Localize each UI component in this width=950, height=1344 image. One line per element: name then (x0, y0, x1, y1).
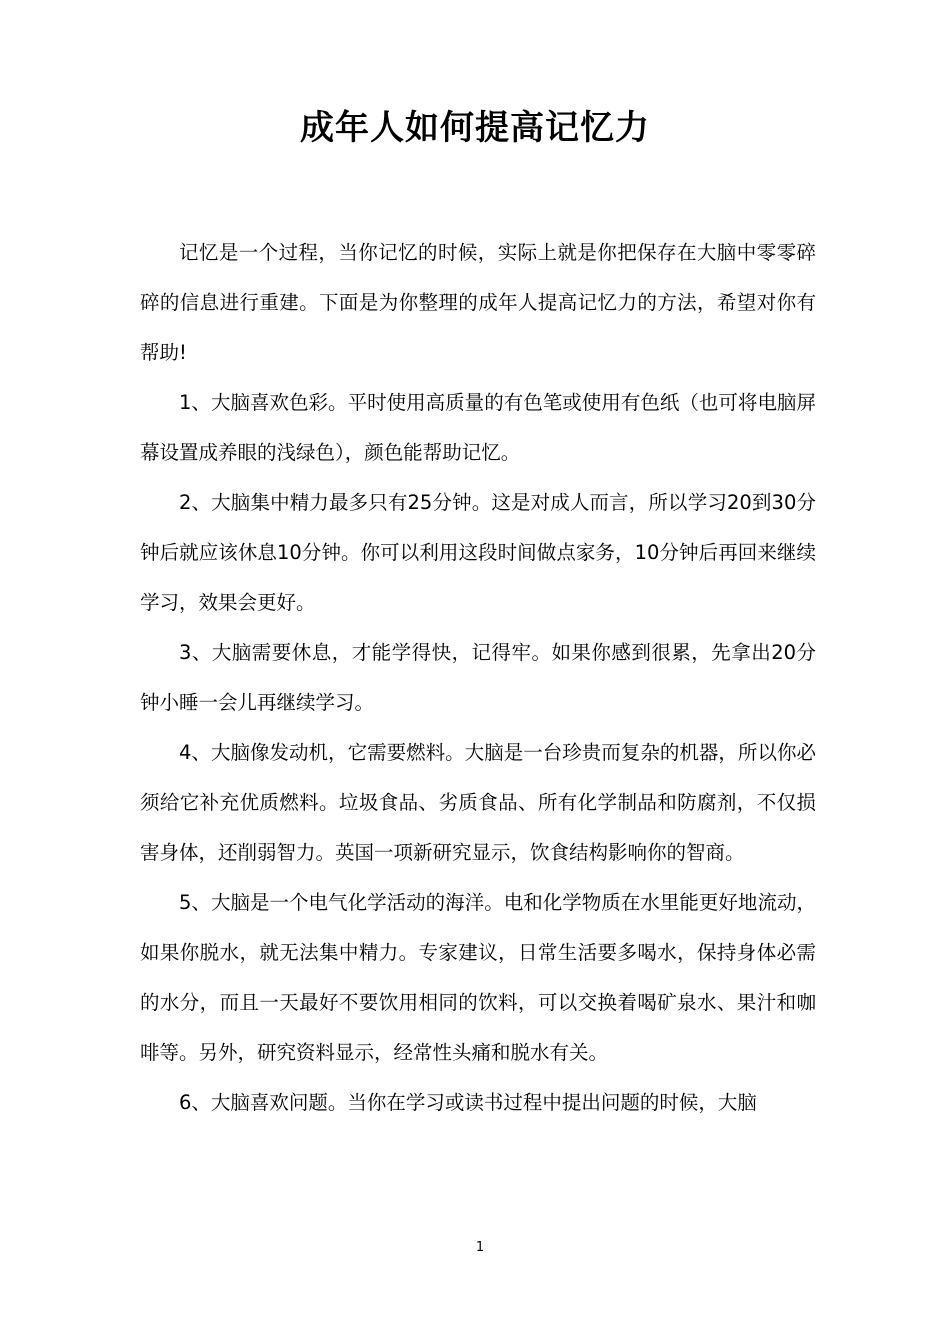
paragraph-tip-2: 2、大脑集中精力最多只有25分钟。这是对成人而言，所以学习20到30分钟后就应该休息10分钟。你可以利用这段时间做点家务，10分钟后再回来继续学习，效果会更好。 (140, 491, 816, 614)
page-number: 1 (475, 1240, 485, 1255)
paragraph-tip-3: 3、大脑需要休息，才能学得快，记得牢。如果你感到很累，先拿出20分钟小睡一会儿再继续学习。 (140, 641, 816, 714)
paragraph-tip-1: 1、大脑喜欢色彩。平时使用高质量的有色笔或使用有色纸（也可将电脑屏幕设置成养眼的浅绿色），颜色能帮助记忆。 (140, 391, 816, 464)
paragraph-tip-4: 4、大脑像发动机，它需要燃料。大脑是一台珍贵而复杂的机器，所以你必须给它补充优质燃料。垃圾食品、劣质食品、所有化学制品和防腐剂，不仅损害身体，还削弱智力。英国一项新研究显示，饮食结构影响你的智商。 (140, 741, 816, 864)
paragraph-intro: 记忆是一个过程，当你记忆的时候，实际上就是你把保存在大脑中零零碎碎的信息进行重建。下面是为你整理的成年人提高记忆力的方法，希望对你有帮助! (140, 241, 816, 364)
document-title: 成年人如何提高记忆力 (300, 108, 650, 148)
paragraph-tip-6: 6、大脑喜欢问题。当你在学习或读书过程中提出问题的时候，大脑 (179, 1091, 757, 1114)
paragraph-tip-5: 5、大脑是一个电气化学活动的海洋。电和化学物质在水里能更好地流动，如果你脱水，就无法集中精力。专家建议，日常生活要多喝水，保持身体必需的水分，而且一天最好不要饮用相同的饮料，可以交换着喝矿泉水、果汁和咖啡等。另外，研究资料显示，经常性头痛和脱水有关。 (140, 891, 816, 1064)
document-body (140, 228, 816, 1128)
